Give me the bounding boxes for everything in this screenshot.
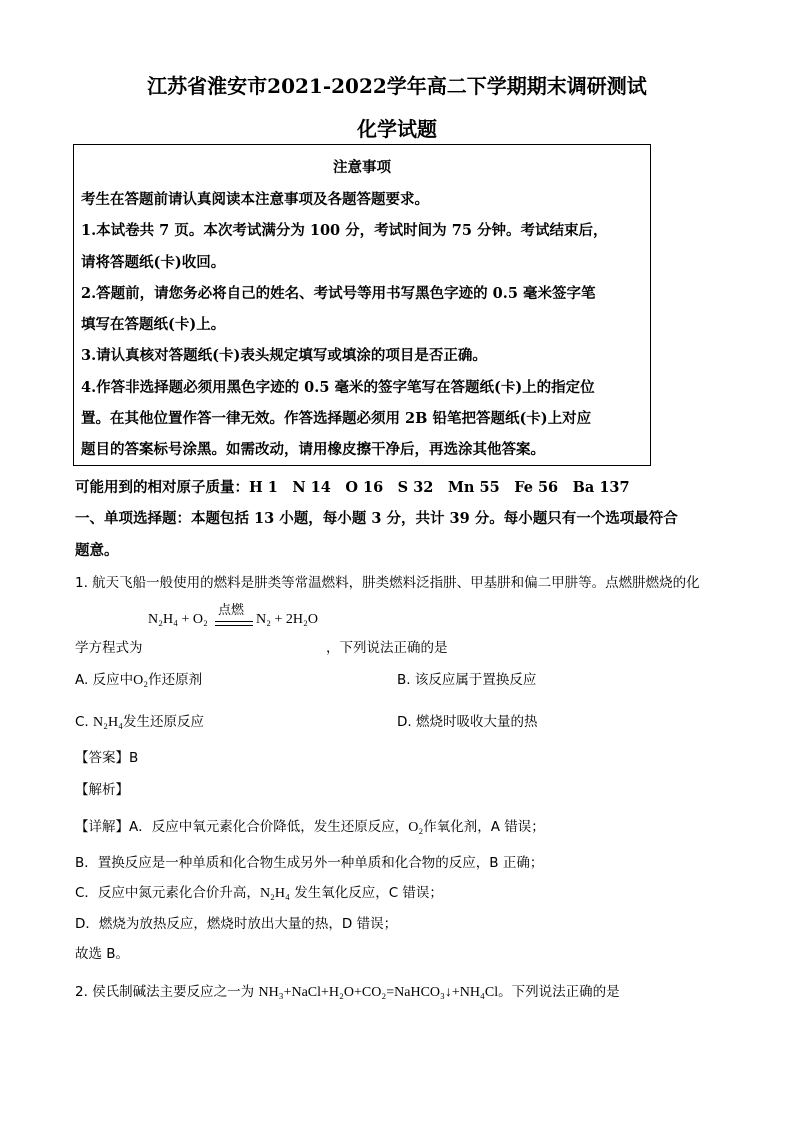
- notice-line: 题目的答案标号涂黑。如需改动，请用橡皮擦干净后，再选涂其他答案。: [81, 441, 545, 458]
- atomic-masses: 可能用到的相对原子质量：H 1 N 14 O 16 S 32 Mn 55 Fe 56 Ba 137: [75, 479, 630, 496]
- q2-text-end: 。下列说法正确的是: [498, 984, 620, 1000]
- notice-line: 请将答题纸(卡)收回。: [81, 254, 226, 271]
- q1-stem-prefix: 学方程式为: [75, 640, 143, 656]
- equation-left: N₂H₄ + O₂: [148, 612, 208, 627]
- detail-formula: O₂: [408, 820, 424, 835]
- notice-line: 4.作答非选择题必须用黑色字迹的 0.5 毫米的签字笔写在答题纸(卡)上的指定位: [81, 379, 595, 396]
- q2-text: 2. 侯氏制碱法主要反应之一为: [75, 984, 259, 1000]
- detail-line-c: [75, 881, 443, 902]
- detail-formula: N₂H₄: [259, 886, 290, 901]
- option-a-formula: O₂: [133, 673, 149, 688]
- detail-line-d: D．燃烧为放热反应，燃烧时放出大量的热，D 错误；: [75, 916, 398, 932]
- reaction-condition: 点燃: [218, 603, 245, 618]
- exam-subtitle: 化学试题: [357, 117, 437, 141]
- q2-stem: [75, 980, 620, 1001]
- section-heading: 一、单项选择题：本题包括 13 小题，每小题 3 分，共计 39 分。每小题只有一个选项最符合: [75, 510, 678, 527]
- option-c-text: C.: [75, 714, 89, 730]
- analysis-label: 【解析】: [75, 782, 129, 798]
- detail-conclusion: 故选 B。: [75, 946, 130, 962]
- option-a-text-end: 作还原剂: [148, 672, 203, 688]
- notice-line: 置。在其他位置作答一律无效。作答选择题必须用 2B 铅笔把答题纸(卡)上对应: [81, 410, 592, 427]
- option-c-text-end: 发生还原反应: [123, 714, 204, 730]
- detail-text: C．反应中氮元素化合价升高，: [75, 885, 260, 901]
- option-a-text: A. 反应中: [75, 672, 134, 688]
- notice-heading: 注意事项: [333, 159, 391, 176]
- option-c-formula: N₂H₄: [93, 715, 123, 730]
- notice-line: 考生在答题前请认真阅读本注意事项及各题答题要求。: [81, 191, 429, 208]
- q1-stem: 1. 航天飞船一般使用的燃料是肼类等常温燃料，肼类燃料泛指肼、甲基肼和偏二甲肼等。点燃肼燃烧的化: [75, 575, 700, 591]
- option-d: D. 燃烧时吸收大量的热: [397, 714, 538, 730]
- option-a: [75, 668, 202, 689]
- equation-equals: [215, 621, 253, 626]
- answer: 【答案】B: [75, 750, 139, 766]
- option-c: [75, 710, 204, 731]
- exam-title: 江苏省淮安市2021-2022学年高二下学期期末调研测试: [147, 74, 647, 98]
- detail-text: 【详解】A．反应中氧元素化合价降低，发生还原反应，: [75, 819, 409, 835]
- section-heading-cont: 题意。: [75, 542, 119, 559]
- detail-line-b: B．置换反应是一种单质和化合物生成另外一种单质和化合物的反应，B 正确；: [75, 855, 544, 871]
- equation-right: N₂ + 2H₂O: [256, 612, 318, 627]
- q2-equation: NH₃+NaCl+H₂O+CO₂=NaHCO₃↓+NH₄Cl: [258, 985, 499, 1000]
- detail-text-end: 发生氧化反应，C 错误；: [289, 885, 443, 901]
- option-b: B. 该反应属于置换反应: [397, 672, 537, 688]
- notice-line: 1.本试卷共 7 页。本次考试满分为 100 分，考试时间为 75 分钟。考试结束后，: [81, 222, 608, 239]
- q1-stem-suffix: ，下列说法正确的是: [326, 640, 448, 656]
- notice-line: 填写在答题纸(卡)上。: [81, 316, 226, 333]
- detail-line-a: [75, 815, 545, 836]
- detail-text-end: 作氧化剂，A 错误；: [423, 819, 545, 835]
- notice-line: 2.答题前，请您务必将自己的姓名、考试号等用书写黑色字迹的 0.5 毫米签字笔: [81, 285, 596, 302]
- notice-line: 3.请认真核对答题纸(卡)表头规定填写或填涂的项目是否正确。: [81, 347, 487, 364]
